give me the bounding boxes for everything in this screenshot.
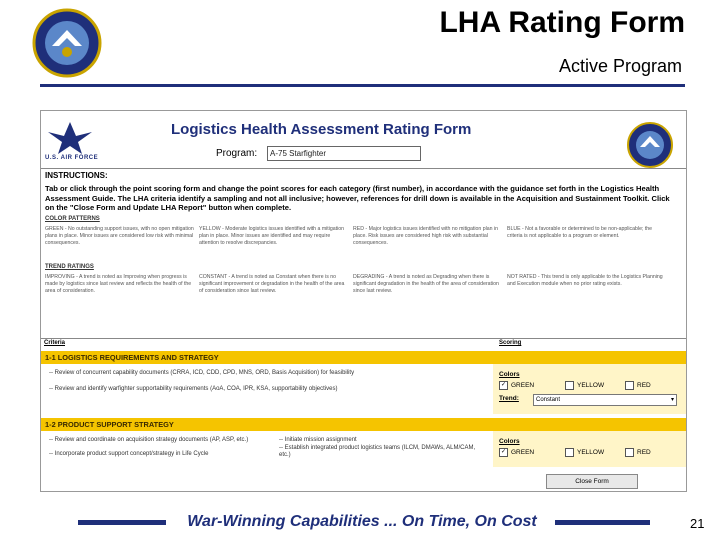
criterion-bullet: -- Review of concurrent capability documents (CRRA, ICD, CDD, CPD, MNS, ORD, Basis Acquisition) for feasibility [49, 370, 355, 376]
criterion-bullet: -- Review and identify warfighter supportability requirements (AoA, COA, IPR, KSA, supportability objectives) [49, 386, 338, 392]
checkbox-label: GREEN [511, 382, 535, 389]
red-checkbox[interactable] [625, 381, 651, 390]
yellow-checkbox[interactable] [565, 448, 604, 457]
checkbox-box [625, 448, 634, 457]
checkbox-label: RED [637, 382, 651, 389]
yellow-checkbox[interactable] [565, 381, 604, 390]
footer-tagline: War-Winning Capabilities ... On Time, On Cost [187, 513, 537, 530]
program-label: Program: [216, 148, 258, 159]
checkbox-box [625, 381, 634, 390]
command-seal-icon [32, 8, 102, 78]
lha-rating-form-screenshot [40, 110, 687, 492]
trend-def-improving: IMPROVING - A trend is noted as Improving when progress is made by logistics since last review and reflects the health of the area of consideration. [45, 274, 192, 294]
criterion-bullet: -- Incorporate product support concept/strategy in Life Cycle [49, 451, 209, 457]
form-title: Logistics Health Assessment Rating Form [171, 121, 472, 138]
color-def-red: RED - Major logistics issues identified with no mitigation plan in place. Risk issues are considered high risk with substantial consequences. [353, 226, 499, 246]
criterion-header: 1-2 PRODUCT SUPPORT STRATEGY [41, 418, 686, 431]
checkbox-box [565, 381, 574, 390]
green-checkbox[interactable] [499, 448, 534, 457]
color-def-yellow: YELLOW - Moderate logistics issues identified with a mitigation plan in place. Minor issues are identified and may require attention to resolve discrepancies. [199, 226, 345, 246]
criteria-label: Criteria [44, 340, 66, 346]
program-field[interactable]: A-75 Starfighter [267, 146, 421, 161]
command-seal-icon [626, 121, 674, 169]
scoring-panel [493, 364, 686, 414]
trend-ratings-label: TREND RATINGS [45, 264, 94, 270]
scoring-label: Scoring [499, 340, 522, 346]
color-def-green: GREEN - No outstanding support issues, with no open mitigation plans in place. Minor issues are considered low risk with minimal consequences. [45, 226, 194, 246]
slide-subtitle: Active Program [558, 56, 682, 76]
criterion-bullet: -- Review and coordinate on acquisition strategy documents (AP, ASP, etc.) [49, 437, 249, 443]
instructions-text: Tab or click through the point scoring form and change the point scores for each category (first number), in accordance with the guidance set forth in the Logistics Health Assessment Guide. The LHA criteria identify a sampling and not all inclusive; however, references for drill down is available in the Acquisition and Sustainment Toolkit. Click on the "Close Form and Update LHA Report" button when complete. [45, 184, 670, 213]
criterion-bullet: -- Establish integrated product logistics teams (ILCM, DMAWs, ALM/CAM, etc.) [279, 445, 476, 459]
trend-def-not-rated: NOT RATED - This trend is only applicable to the Logistics Planning and Execution module when no prior rating exists. [507, 274, 663, 287]
color-patterns-label: COLOR PATTERNS [45, 216, 100, 222]
trend-value: Constant [536, 397, 561, 403]
colors-label: Colors [499, 371, 520, 378]
criterion-1-1 [41, 351, 686, 414]
green-checkbox[interactable] [499, 381, 534, 390]
instructions-heading: INSTRUCTIONS: [45, 171, 108, 180]
trend-select[interactable] [533, 394, 677, 406]
checkbox-label: YELLOW [577, 449, 605, 456]
chevron-down-icon: ▾ [670, 397, 674, 403]
checkbox-box [565, 448, 574, 457]
footer-bar-right [555, 520, 650, 525]
checkbox-label: YELLOW [577, 382, 605, 389]
form-divider [41, 168, 686, 169]
air-force-text: U.S. AIR FORCE [45, 155, 99, 161]
checkbox-label: RED [637, 449, 651, 456]
color-def-blue: BLUE - Not a favorable or determined to be non-applicable; the criteria is not applicable to a program or element. [507, 226, 653, 239]
check-icon: ✓ [500, 382, 507, 388]
check-icon: ✓ [500, 449, 507, 455]
criteria-divider [41, 338, 686, 339]
red-checkbox[interactable] [625, 448, 651, 457]
criterion-1-2 [41, 418, 686, 467]
header-divider [40, 84, 685, 87]
checkbox-label: GREEN [511, 449, 535, 456]
trend-def-constant: CONSTANT - A trend is noted as Constant when there is no significant improvement or degradation in the health of the area of consideration since last review. [199, 274, 345, 294]
criterion-bullet: -- Initiate mission assignment [279, 437, 357, 443]
scoring-panel [493, 431, 686, 467]
air-force-logo-icon [46, 118, 94, 158]
page-number: 21 [690, 516, 705, 531]
trend-label: Trend: [499, 395, 519, 402]
close-form-button[interactable]: Close Form [546, 474, 638, 489]
criterion-header: 1-1 LOGISTICS REQUIREMENTS AND STRATEGY [41, 351, 686, 364]
footer-bar-left [78, 520, 166, 525]
trend-def-degrading: DEGRADING - A trend is noted as Degrading when there is significant degradation in the health of the area of consideration since last review. [353, 274, 499, 294]
colors-label: Colors [499, 438, 520, 445]
slide-title: LHA Rating Form [439, 6, 685, 39]
